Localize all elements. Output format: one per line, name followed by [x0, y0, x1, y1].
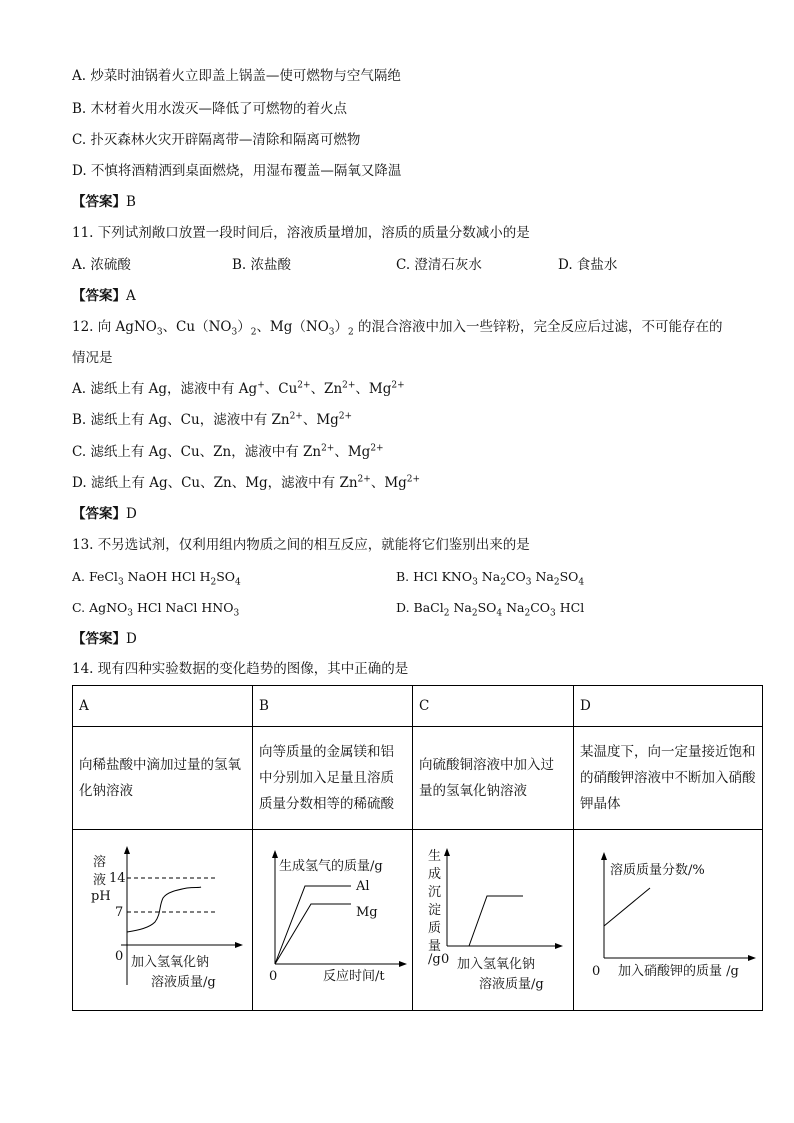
header-cell-a: A	[73, 686, 253, 727]
q12-answer	[72, 505, 137, 523]
header-cell-d: D	[574, 686, 763, 727]
q10-option-c: C. 扑灭森林火灾开辟隔离带—清除和隔离可燃物	[72, 132, 361, 148]
y-label-3: pH	[91, 889, 111, 904]
y-label-6: 量	[428, 939, 442, 954]
q10-option-b: B. 木材着火用水泼灭—降低了可燃物的着火点	[72, 101, 348, 117]
q11-option-d: D. 食盐水	[558, 257, 618, 273]
q12-option-a: A. 滤纸上有 Ag，滤液中有 Ag+、$Cu^{2+}$、$Zn^{2+}$、$Mg^{2+}$	[72, 380, 405, 397]
graph-d	[580, 830, 769, 1006]
origin-zero: 0	[441, 952, 450, 967]
graph-cell-c	[413, 830, 574, 1011]
table-header-row	[73, 686, 763, 727]
origin-zero: 0	[269, 969, 278, 984]
x-label-1: 加入氢氧化钠	[131, 955, 210, 970]
q12-option-c: C. 滤纸上有 Ag、Cu、Zn，滤液中有 $Zn^{2+}$、$Mg^{2+}$	[72, 443, 384, 460]
answer-value: D	[126, 506, 137, 522]
y-label-1: 溶	[93, 855, 107, 870]
graph-b	[259, 830, 419, 1006]
al-line	[275, 886, 351, 964]
fraction-line	[604, 888, 650, 926]
header-cell-c: C	[413, 686, 574, 727]
graph-a	[79, 830, 259, 1006]
graph-c	[419, 830, 580, 1006]
y-axis-arrow	[444, 848, 450, 856]
graph-cell-b	[253, 830, 413, 1011]
answer-value: B	[126, 194, 136, 210]
answer-label: 【答案】	[72, 631, 126, 647]
x-label-2: 溶液质量/g	[151, 975, 216, 990]
q14-table	[72, 685, 763, 1011]
q13-option-c: C. AgNO$_3$ HCl NaCl $HNO_3$	[72, 600, 240, 619]
x-axis-arrow	[555, 943, 563, 949]
q12-stem: 12. 向 AgNO$_3$、$Cu(NO_3)_2$、$Mg(NO_3)_2$ 的混合溶液中加入一些锌粉，完全反应后过滤，不可能存在的	[72, 319, 723, 338]
q13-option-b: B. HCl $KNO_3$ $Na_2CO_3$ $Na_2SO_4$	[396, 569, 585, 588]
answer-value: D	[126, 631, 137, 647]
header-cell-b: B	[253, 686, 413, 727]
q12-option-b: B. 滤纸上有 Ag、Cu，滤液中有 $Zn^{2+}$、$Mg^{2+}$	[72, 411, 353, 428]
x-axis-arrow	[748, 955, 756, 961]
x-axis-arrow	[235, 942, 243, 948]
q11-answer	[72, 287, 136, 305]
q11-option-a: A. 浓硫酸	[72, 257, 131, 273]
answer-label: 【答案】	[72, 288, 126, 304]
al-label: Al	[356, 879, 370, 894]
y-label-4: 淀	[428, 903, 442, 918]
x-axis-label: 反应时间/t	[323, 969, 385, 984]
tick-14: 14	[109, 871, 126, 886]
graph-cell-a	[73, 830, 253, 1011]
origin-zero: 0	[592, 964, 601, 979]
answer-label: 【答案】	[72, 506, 126, 522]
y-label-5: 质	[428, 921, 442, 936]
y-axis-arrow	[601, 852, 607, 860]
q10-option-a: A. 炒菜时油锅着火立即盖上锅盖—使可燃物与空气隔绝	[72, 68, 401, 84]
q11-option-b: B. 浓盐酸	[232, 257, 292, 273]
precipitate-line	[447, 896, 523, 946]
description-cell-d: 某温度下，向一定量接近饱和的硝酸钾溶液中不断加入硝酸钾晶体	[574, 727, 763, 830]
y-axis-arrow	[272, 850, 278, 858]
description-cell-c: 向硫酸铜溶液中加入过量的氢氧化钠溶液	[413, 727, 574, 830]
q13-stem: 13. 不另选试剂，仅利用组内物质之间的相互反应，就能将它们鉴别出来的是	[72, 537, 530, 553]
q12-option-d: D. 滤纸上有 Ag、Cu、Zn、Mg，滤液中有 $Zn^{2+}$、$Mg^{2+}$	[72, 474, 421, 491]
y-axis-arrow	[124, 846, 130, 854]
x-label-2: 溶液质量/g	[479, 977, 544, 992]
q13-option-d: D. BaCl$_2$ $Na_2SO_4$ $Na_2CO_3$ HCl	[396, 600, 585, 619]
q10-answer	[72, 193, 136, 211]
answer-value: A	[126, 288, 136, 304]
y-label-7: /g	[428, 952, 441, 967]
y-label-3: 沉	[428, 885, 442, 900]
answer-label: 【答案】	[72, 194, 126, 210]
q14-stem: 14. 现有四种实验数据的变化趋势的图像，其中正确的是	[72, 661, 409, 677]
y-label-1: 生	[428, 849, 442, 864]
tick-7: 7	[115, 905, 124, 920]
table-graph-row	[73, 830, 763, 1011]
y-axis-label: 生成氢气的质量/g	[279, 859, 383, 874]
q13-answer	[72, 630, 137, 648]
mg-label: Mg	[356, 905, 378, 920]
ph-curve	[127, 887, 201, 932]
q10-option-d: D. 不慎将酒精洒到桌面燃烧，用湿布覆盖—隔氧又降温	[72, 163, 402, 179]
description-cell-b: 向等质量的金属镁和铝中分别加入足量且溶质质量分数相等的稀硫酸	[253, 727, 413, 830]
q12-stem-line2: 情况是	[72, 350, 113, 366]
x-label-1: 加入氢氧化钠	[457, 957, 536, 972]
q11-stem: 11. 下列试剂敞口放置一段时间后，溶液质量增加，溶质的质量分数减小的是	[72, 225, 530, 241]
table-description-row	[73, 727, 763, 830]
q13-option-a: A. FeCl$_3$ NaOH HCl $H_2SO_4$	[72, 569, 241, 588]
graph-cell-d	[574, 830, 763, 1011]
origin-zero: 0	[115, 949, 124, 964]
x-axis-arrow	[399, 961, 407, 967]
y-label-2: 液	[93, 873, 107, 888]
description-cell-a: 向稀盐酸中滴加过量的氢氧化钠溶液	[73, 727, 253, 830]
y-axis-label: 溶质质量分数/%	[610, 863, 705, 878]
y-label-2: 成	[428, 867, 442, 882]
x-axis-label: 加入硝酸钾的质量 /g	[618, 964, 739, 979]
q11-option-c: C. 澄清石灰水	[396, 257, 482, 273]
